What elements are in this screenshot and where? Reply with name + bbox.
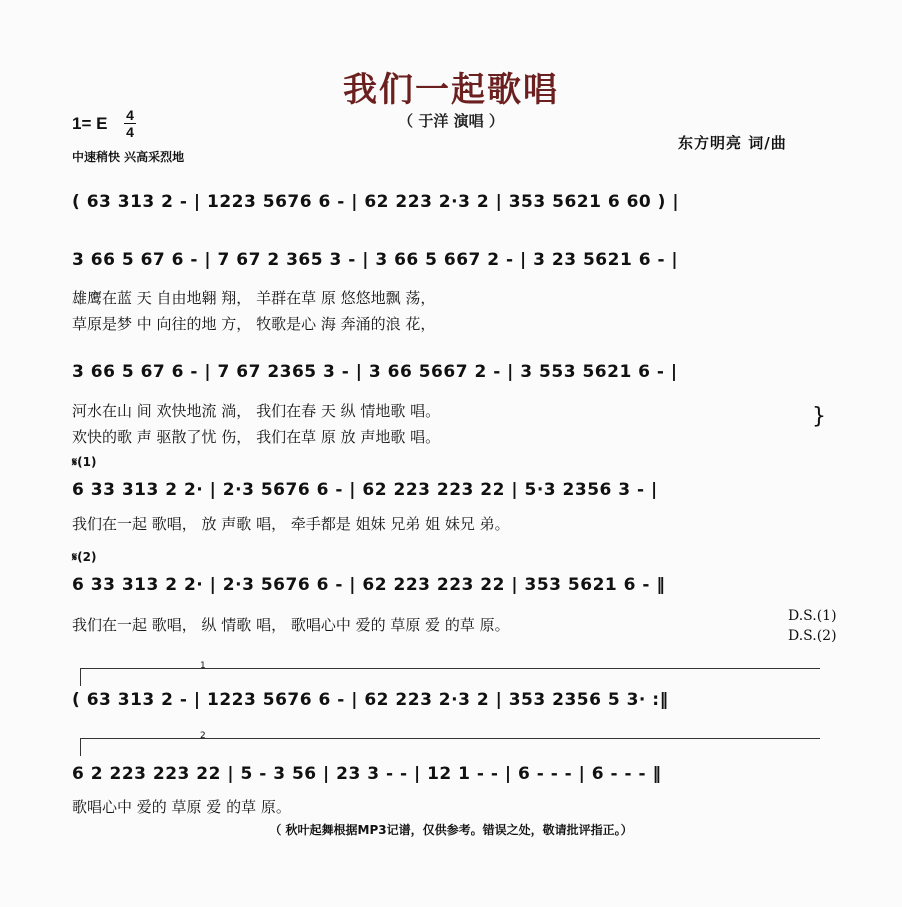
- score-line-2-notes: 3 66 5 67 6 - | 7 67 2 365 3 - | 3 66 5 667 2 - | 3 23 5621 6 - |: [72, 250, 679, 270]
- score-line-3-lyric-verse-1: 河水在山 间 欢快地流 淌， 我们在春 天 纵 情地歌 唱。: [72, 402, 441, 420]
- score-line-3-notes: 3 66 5 67 6 - | 7 67 2365 3 - | 3 66 5667 2 - | 3 553 5621 6 - |: [72, 362, 678, 382]
- score-line-1-notes: ( 63 313 2 - | 1223 5676 6 - | 62 223 2·3 2 | 353 5621 6 60 ) |: [72, 192, 680, 212]
- score-line-6-notes: ( 63 313 2 - | 1223 5676 6 - | 62 223 2·3 2 | 353 2356 5 3· :‖: [72, 690, 669, 710]
- volta-2-line: [80, 738, 820, 739]
- score-line-4-lyric: 我们在一起 歌唱， 放 声歌 唱， 牵手都是 姐妹 兄弟 姐 妹兄 弟。: [72, 515, 510, 533]
- score-line-5-lyric: 我们在一起 歌唱， 纵 情歌 唱， 歌唱心中 爱的 草原 爱 的草 原。: [72, 616, 510, 634]
- segno-sign-2: 𝄋(2): [72, 550, 97, 564]
- volta-1-label: 1: [200, 661, 206, 671]
- score-line-4-notes: 6 33 313 2 2· | 2·3 5676 6 - | 62 223 223 22 | 5·3 2356 3 - |: [72, 480, 658, 500]
- dal-segno-1: D.S.(1): [788, 608, 837, 624]
- time-signature: [124, 108, 136, 139]
- volta-1-line: [80, 668, 820, 669]
- lyricist-composer: 东方明亮 词/曲: [678, 134, 787, 152]
- score-line-3-lyric-verse-2: 欢快的歌 声 驱散了忧 伤， 我们在草 原 放 声地歌 唱。: [72, 428, 441, 446]
- tempo-marking: 中速稍快 兴高采烈地: [72, 150, 185, 164]
- transcriber-note: （ 秋叶起舞根据MP3记谱，仅供参考。错误之处，敬请批评指正。）: [269, 823, 633, 837]
- time-sig-bottom: 4: [126, 124, 134, 140]
- score-line-7-lyric: 歌唱心中 爱的 草原 爱 的草 原。: [72, 798, 291, 816]
- volta-1-start: [80, 668, 81, 686]
- score-line-5-notes: 6 33 313 2 2· | 2·3 5676 6 - | 62 223 223 22 | 353 5621 6 - ‖: [72, 575, 666, 595]
- dal-segno-2: D.S.(2): [788, 628, 837, 644]
- time-sig-top: 4: [126, 107, 134, 123]
- score-line-7-notes: 6 2 223 223 22 | 5 - 3 56 | 23 3 - - | 12 1 - - | 6 - - - | 6 - - - ‖: [72, 764, 662, 784]
- volta-2-start: [80, 738, 81, 756]
- score-line-2-lyric-verse-2: 草原是梦 中 向往的地 方， 牧歌是心 海 奔涌的浪 花，: [72, 315, 436, 333]
- performer-credit: （ 于洋 演唱 ）: [398, 112, 504, 130]
- volta-2-label: 2: [200, 731, 206, 741]
- score-line-2-lyric-verse-1: 雄鹰在蓝 天 自由地翱 翔， 羊群在草 原 悠悠地飘 荡，: [72, 289, 436, 307]
- song-title: 我们一起歌唱: [343, 70, 559, 110]
- verse-brace: }: [812, 404, 826, 429]
- segno-sign-1: 𝄋(1): [72, 455, 97, 469]
- key-signature: 1= E: [72, 114, 108, 133]
